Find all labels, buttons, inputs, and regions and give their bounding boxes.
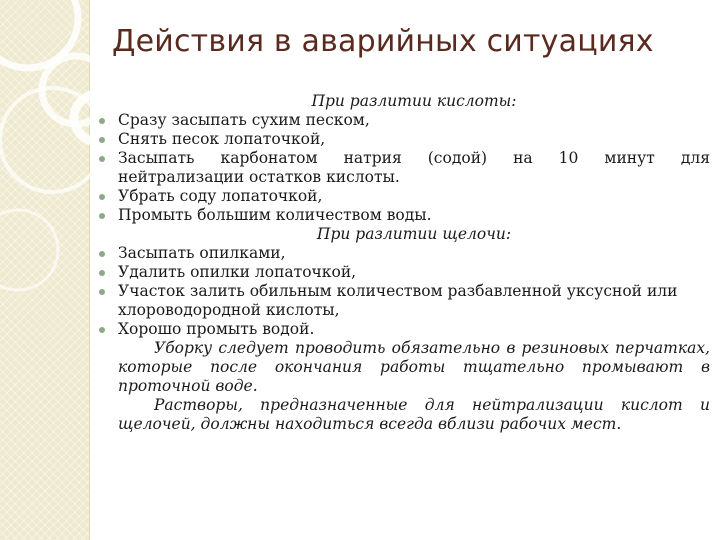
bullet-icon xyxy=(99,187,118,206)
slide-body xyxy=(99,92,710,434)
alkali-heading: При разлитии щелочи: xyxy=(316,225,512,243)
list-item: Засыпать опилками, xyxy=(99,244,710,263)
bullet-icon xyxy=(99,263,118,282)
list-item: Промыть большим количеством воды. xyxy=(99,206,710,225)
alkali-heading-line xyxy=(99,225,710,244)
bullet-icon xyxy=(99,111,118,130)
list-item: Убрать соду лопаточкой, xyxy=(99,187,710,206)
list-item: Сразу засыпать сухим песком, xyxy=(99,111,710,130)
bullet-icon xyxy=(99,244,118,263)
bullet-icon xyxy=(99,130,118,149)
list-item: Удалить опилки лопаточкой, xyxy=(99,263,710,282)
note-gloves: Уборку следует проводить обязательно в резиновых перчатках, которые после окончания работы тщательно промывают в проточной воде. xyxy=(118,339,710,395)
bullet-icon xyxy=(99,282,118,301)
list-item-continuation: нейтрализации остатков кислоты. xyxy=(118,168,400,186)
acid-heading: При разлитии кислоты: xyxy=(311,92,517,110)
list-item: Хорошо промыть водой. xyxy=(99,320,710,339)
note-solutions: Растворы, предназначенные для нейтрализации кислот и щелочей, должны находиться всегда вблизи рабочих мест. xyxy=(118,396,710,433)
bullet-icon xyxy=(99,206,118,225)
list-item: Засыпать карбонатом натрия (содой) на 10 минут для xyxy=(99,149,710,168)
list-item-continuation: хлороводородной кислоты, xyxy=(118,301,340,319)
note-paragraph xyxy=(99,396,710,434)
list-item: Участок залить обильным количеством разбавленной уксусной или xyxy=(99,282,710,301)
bullet-icon xyxy=(99,149,118,168)
note-paragraph xyxy=(99,339,710,396)
acid-heading-line xyxy=(99,92,710,111)
slide-title: Действия в аварийных ситуациях xyxy=(112,24,654,59)
bullet-icon xyxy=(99,320,118,339)
list-item: Снять песок лопаточкой, xyxy=(99,130,710,149)
